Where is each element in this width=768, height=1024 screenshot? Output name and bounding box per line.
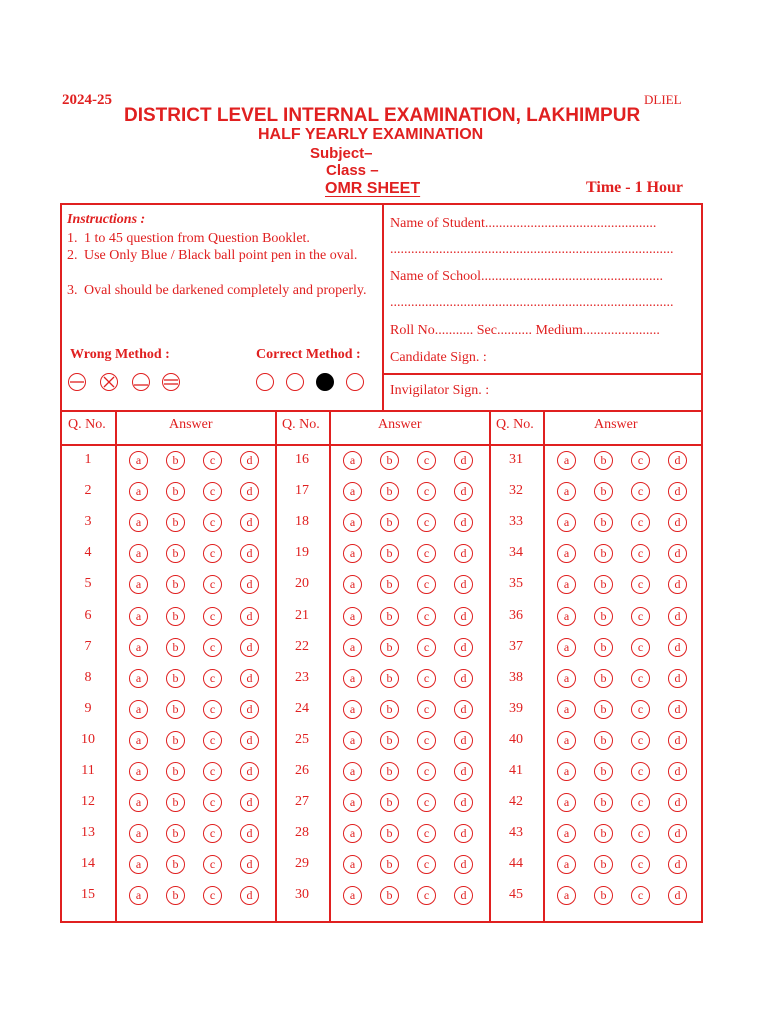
answer-bubble-a[interactable]: a (129, 638, 148, 657)
instruction-text: 1 to 45 question from Question Booklet. (84, 231, 310, 246)
question-number: 23 (295, 669, 309, 685)
answer-bubble-c[interactable]: c (631, 482, 650, 501)
answer-bubble-d[interactable]: d (454, 700, 473, 719)
question-number: 42 (509, 794, 523, 810)
answer-bubble-a[interactable]: a (343, 824, 362, 843)
wrong-mark-dash-icon (68, 373, 86, 391)
answer-bubble-d[interactable]: d (240, 855, 259, 874)
answer-bubble-b[interactable]: b (166, 824, 185, 843)
answer-bubble-b[interactable]: b (166, 575, 185, 594)
answer-bubble-c[interactable]: c (417, 886, 436, 905)
answer-bubble-b[interactable]: b (594, 638, 613, 657)
answer-bubble-b[interactable]: b (380, 513, 399, 532)
answer-bubble-b[interactable]: b (594, 700, 613, 719)
correct-method-label: Correct Method : (256, 347, 361, 362)
answer-bubble-a[interactable]: a (129, 700, 148, 719)
answer-bubble-a[interactable]: a (343, 638, 362, 657)
answer-bubble-b[interactable]: b (166, 731, 185, 750)
question-number: 21 (295, 607, 309, 623)
answer-bubble-d[interactable]: d (240, 544, 259, 563)
question-number: 9 (84, 700, 92, 716)
answer-bubble-a[interactable]: a (557, 638, 576, 657)
answer-bubble-b[interactable]: b (380, 451, 399, 470)
answer-bubble-a[interactable]: a (129, 575, 148, 594)
answer-bubble-d[interactable]: d (240, 824, 259, 843)
wrong-mark-double-line-icon (162, 373, 180, 391)
answer-bubble-c[interactable]: c (631, 669, 650, 688)
question-number: 12 (81, 794, 95, 810)
answer-bubble-a[interactable]: a (557, 482, 576, 501)
answer-bubble-d[interactable]: d (454, 544, 473, 563)
question-number: 15 (81, 887, 95, 903)
question-number: 10 (81, 731, 95, 747)
answer-bubble-a[interactable]: a (129, 793, 148, 812)
divider (382, 373, 703, 375)
instructions-heading: Instructions : (67, 212, 146, 227)
subject-label: Subject– (310, 145, 373, 162)
exam-title: DISTRICT LEVEL INTERNAL EXAMINATION, LAKHIMPUR (124, 105, 641, 126)
answer-bubble-c[interactable]: c (417, 762, 436, 781)
answer-bubble-c[interactable]: c (203, 638, 222, 657)
answer-bubble-d[interactable]: d (454, 731, 473, 750)
time-label: Time - 1 Hour (586, 179, 684, 196)
answer-bubble-c[interactable]: c (203, 731, 222, 750)
answer-bubble-b[interactable]: b (166, 638, 185, 657)
answer-bubble-a[interactable]: a (343, 544, 362, 563)
answer-bubble-b[interactable]: b (594, 575, 613, 594)
answer-bubble-c[interactable]: c (417, 700, 436, 719)
answer-bubble-d[interactable]: d (240, 700, 259, 719)
divider (382, 205, 384, 410)
answer-bubble-c[interactable]: c (417, 451, 436, 470)
answer-bubble-c[interactable]: c (631, 544, 650, 563)
answer-bubble-c[interactable]: c (203, 451, 222, 470)
answer-bubble-c[interactable]: c (417, 793, 436, 812)
column-divider (543, 410, 545, 923)
question-number: 4 (84, 545, 92, 561)
answer-bubble-b[interactable]: b (594, 855, 613, 874)
answer-bubble-b[interactable]: b (380, 824, 399, 843)
answer-bubble-d[interactable]: d (668, 638, 687, 657)
question-number: 22 (295, 638, 309, 654)
question-number: 5 (84, 576, 92, 592)
answer-bubble-b[interactable]: b (166, 513, 185, 532)
answer-bubble-a[interactable]: a (129, 762, 148, 781)
column-divider (489, 410, 491, 923)
qno-header: Q. No. (68, 417, 106, 432)
answer-bubble-c[interactable]: c (203, 824, 222, 843)
question-number: 35 (509, 576, 523, 592)
answer-bubble-d[interactable]: d (240, 575, 259, 594)
answer-bubble-d[interactable]: d (668, 793, 687, 812)
answer-bubble-a[interactable]: a (129, 855, 148, 874)
school-name-field[interactable]: Name of School.................................................... (390, 269, 663, 284)
question-number: 13 (81, 825, 95, 841)
answer-bubble-b[interactable]: b (380, 762, 399, 781)
answer-bubble-c[interactable]: c (203, 762, 222, 781)
question-number: 36 (509, 607, 523, 623)
answer-bubble-b[interactable]: b (166, 607, 185, 626)
answer-bubble-d[interactable]: d (668, 451, 687, 470)
divider (62, 444, 701, 446)
answer-bubble-d[interactable]: d (454, 669, 473, 688)
answer-bubble-b[interactable]: b (166, 544, 185, 563)
answer-bubble-d[interactable]: d (668, 482, 687, 501)
answer-bubble-c[interactable]: c (417, 544, 436, 563)
answer-bubble-d[interactable]: d (668, 731, 687, 750)
answer-bubble-a[interactable]: a (343, 731, 362, 750)
answer-bubble-b[interactable]: b (380, 638, 399, 657)
student-name-field[interactable]: Name of Student................................................. (390, 216, 657, 231)
answer-bubble-d[interactable]: d (240, 886, 259, 905)
answer-bubble-c[interactable]: c (631, 731, 650, 750)
answer-bubble-d[interactable]: d (240, 607, 259, 626)
answer-header: Answer (378, 417, 422, 432)
exam-code: DLIEL (644, 92, 682, 107)
answer-bubble-b[interactable]: b (594, 731, 613, 750)
answer-bubble-d[interactable]: d (668, 544, 687, 563)
question-number: 34 (509, 545, 523, 561)
column-divider (275, 410, 277, 923)
answer-bubble-b[interactable]: b (380, 700, 399, 719)
answer-bubble-c[interactable]: c (203, 575, 222, 594)
question-number: 45 (509, 887, 523, 903)
answer-bubble-a[interactable]: a (343, 762, 362, 781)
answer-bubble-a[interactable]: a (557, 762, 576, 781)
sheet-title: OMR SHEET (325, 180, 421, 197)
instruction-number: 3. (67, 283, 78, 298)
answer-bubble-d[interactable]: d (240, 451, 259, 470)
answer-bubble-a[interactable]: a (129, 886, 148, 905)
answer-bubble-b[interactable]: b (594, 886, 613, 905)
instruction-text: Oval should be darkened completely and properly. (84, 283, 367, 298)
answer-bubble-c[interactable]: c (631, 575, 650, 594)
question-number: 33 (509, 514, 523, 530)
instruction-number: 2. (67, 248, 78, 263)
question-number: 32 (509, 483, 523, 499)
answer-bubble-b[interactable]: b (594, 824, 613, 843)
answer-bubble-c[interactable]: c (631, 886, 650, 905)
answer-bubble-d[interactable]: d (668, 824, 687, 843)
answer-bubble-b[interactable]: b (594, 607, 613, 626)
question-number: 16 (295, 452, 309, 467)
answer-bubble-d[interactable]: d (668, 607, 687, 626)
answer-bubble-c[interactable]: c (631, 638, 650, 657)
answer-bubble-c[interactable]: c (631, 451, 650, 470)
question-number: 30 (295, 887, 309, 903)
answer-bubble-a[interactable]: a (343, 607, 362, 626)
answer-bubble-a[interactable]: a (129, 513, 148, 532)
exam-subtitle: HALF YEARLY EXAMINATION (258, 126, 484, 143)
answer-bubble-c[interactable]: c (631, 513, 650, 532)
question-number: 1 (84, 452, 92, 467)
class-label: Class – (326, 162, 379, 179)
answer-bubble-d[interactable]: d (454, 793, 473, 812)
answer-bubble-d[interactable]: d (454, 482, 473, 501)
wrong-mark-underline-icon (132, 373, 150, 391)
answer-bubble-b[interactable]: b (166, 855, 185, 874)
instruction-item (67, 230, 372, 247)
answer-bubble-b[interactable]: b (380, 575, 399, 594)
question-number: 43 (509, 825, 523, 841)
answer-header: Answer (594, 417, 638, 432)
divider (62, 410, 701, 412)
answer-bubble-b[interactable]: b (380, 544, 399, 563)
question-number: 41 (509, 763, 523, 778)
candidate-signature-field[interactable]: Candidate Sign. : (390, 350, 487, 365)
answer-bubble-a[interactable]: a (557, 855, 576, 874)
question-number: 31 (509, 452, 523, 467)
answer-bubble-a[interactable]: a (129, 607, 148, 626)
answer-bubble-d[interactable]: d (454, 451, 473, 470)
answer-bubble-d[interactable]: d (240, 513, 259, 532)
answer-bubble-c[interactable]: c (203, 482, 222, 501)
school-name-field-line[interactable]: ................................................................................. (390, 295, 674, 310)
answer-bubble-b[interactable]: b (380, 886, 399, 905)
answer-bubble-d[interactable]: d (454, 886, 473, 905)
answer-bubble-d[interactable]: d (668, 855, 687, 874)
answer-bubble-c[interactable]: c (203, 513, 222, 532)
question-number: 20 (295, 576, 309, 592)
answer-bubble-b[interactable]: b (166, 762, 185, 781)
answer-bubble-b[interactable]: b (594, 451, 613, 470)
wrong-method-label: Wrong Method : (70, 347, 170, 362)
answer-bubble-d[interactable]: d (668, 669, 687, 688)
question-number: 2 (84, 483, 92, 499)
answer-bubble-a[interactable]: a (557, 824, 576, 843)
question-number: 8 (84, 669, 92, 685)
answer-bubble-a[interactable]: a (557, 544, 576, 563)
question-number: 37 (509, 638, 523, 654)
question-number: 11 (81, 763, 95, 778)
answer-bubble-c[interactable]: c (631, 700, 650, 719)
answer-bubble-b[interactable]: b (594, 544, 613, 563)
answer-bubble-b[interactable]: b (166, 700, 185, 719)
instruction-item (67, 247, 372, 264)
answer-bubble-a[interactable]: a (557, 669, 576, 688)
answer-bubble-b[interactable]: b (380, 793, 399, 812)
answer-bubble-b[interactable]: b (380, 669, 399, 688)
answer-bubble-c[interactable]: c (417, 638, 436, 657)
question-number: 14 (81, 856, 95, 872)
answer-bubble-b[interactable]: b (594, 762, 613, 781)
answer-bubble-d[interactable]: d (668, 575, 687, 594)
answer-bubble-d[interactable]: d (454, 855, 473, 874)
question-number: 28 (295, 825, 309, 841)
answer-bubble-c[interactable]: c (417, 824, 436, 843)
answer-bubble-c[interactable]: c (631, 793, 650, 812)
question-number: 18 (295, 514, 309, 530)
answer-bubble-a[interactable]: a (129, 824, 148, 843)
answer-bubble-a[interactable]: a (557, 607, 576, 626)
answer-bubble-d[interactable]: d (454, 638, 473, 657)
answer-bubble-a[interactable]: a (343, 451, 362, 470)
student-name-field-line[interactable]: ................................................................................. (390, 242, 674, 257)
question-number: 26 (295, 763, 309, 778)
answer-bubble-b[interactable]: b (594, 793, 613, 812)
answer-bubble-c[interactable]: c (417, 513, 436, 532)
answer-bubble-b[interactable]: b (166, 793, 185, 812)
question-number: 3 (84, 514, 92, 530)
answer-bubble-a[interactable]: a (557, 793, 576, 812)
answer-bubble-d[interactable]: d (454, 762, 473, 781)
answer-bubble-a[interactable]: a (557, 575, 576, 594)
question-number: 7 (84, 638, 92, 654)
answer-bubble-c[interactable]: c (203, 700, 222, 719)
answer-bubble-a[interactable]: a (129, 451, 148, 470)
answer-bubble-a[interactable]: a (557, 451, 576, 470)
answer-bubble-c[interactable]: c (203, 607, 222, 626)
answer-bubble-b[interactable]: b (166, 669, 185, 688)
question-number: 27 (295, 794, 309, 810)
instruction-text: Use Only Blue / Black ball point pen in the oval. (84, 248, 358, 263)
answer-bubble-d[interactable]: d (454, 607, 473, 626)
answer-bubble-c[interactable]: c (631, 824, 650, 843)
roll-sec-medium-field[interactable]: Roll No........... Sec.......... Medium...................... (390, 323, 660, 338)
answer-bubble-a[interactable]: a (557, 513, 576, 532)
answer-bubble-c[interactable]: c (417, 575, 436, 594)
answer-bubble-a[interactable]: a (343, 855, 362, 874)
answer-bubble-c[interactable]: c (203, 669, 222, 688)
answer-bubble-d[interactable]: d (240, 638, 259, 657)
answer-bubble-d[interactable]: d (668, 513, 687, 532)
answer-bubble-d[interactable]: d (240, 669, 259, 688)
answer-bubble-d[interactable]: d (454, 513, 473, 532)
answer-bubble-b[interactable]: b (166, 451, 185, 470)
answer-bubble-a[interactable]: a (343, 886, 362, 905)
answer-bubble-c[interactable]: c (631, 607, 650, 626)
answer-bubble-c[interactable]: c (203, 793, 222, 812)
invigilator-signature-field[interactable]: Invigilator Sign. : (390, 383, 490, 398)
answer-bubble-c[interactable]: c (203, 855, 222, 874)
column-divider (329, 410, 331, 923)
answer-bubble-d[interactable]: d (454, 824, 473, 843)
answer-bubble-d[interactable]: d (240, 482, 259, 501)
answer-bubble-c[interactable]: c (417, 731, 436, 750)
answer-bubble-d[interactable]: d (240, 762, 259, 781)
answer-bubble-a[interactable]: a (343, 575, 362, 594)
answer-bubble-b[interactable]: b (380, 482, 399, 501)
answer-bubble-c[interactable]: c (417, 482, 436, 501)
answer-bubble-d[interactable]: d (240, 793, 259, 812)
answer-bubble-a[interactable]: a (343, 793, 362, 812)
answer-header: Answer (169, 417, 213, 432)
question-number: 6 (84, 607, 92, 623)
wrong-mark-cross-icon (100, 373, 118, 391)
answer-bubble-b[interactable]: b (594, 482, 613, 501)
answer-bubble-c[interactable]: c (203, 544, 222, 563)
instruction-number: 1. (67, 231, 78, 246)
answer-bubble-a[interactable]: a (129, 731, 148, 750)
answer-bubble-d[interactable]: d (668, 886, 687, 905)
answer-bubble-a[interactable]: a (557, 886, 576, 905)
answer-bubble-d[interactable]: d (240, 731, 259, 750)
column-divider (115, 410, 117, 923)
question-number: 19 (295, 545, 309, 561)
question-number: 38 (509, 669, 523, 685)
answer-bubble-b[interactable]: b (166, 886, 185, 905)
answer-bubble-b[interactable]: b (166, 482, 185, 501)
empty-oval-icon (256, 373, 274, 391)
answer-bubble-c[interactable]: c (203, 886, 222, 905)
instruction-item (67, 282, 372, 299)
empty-oval-icon (286, 373, 304, 391)
empty-oval-icon (346, 373, 364, 391)
answer-bubble-a[interactable]: a (129, 482, 148, 501)
answer-bubble-b[interactable]: b (380, 731, 399, 750)
answer-bubble-b[interactable]: b (594, 513, 613, 532)
answer-bubble-a[interactable]: a (343, 700, 362, 719)
question-number: 17 (295, 483, 309, 499)
question-number: 44 (509, 856, 523, 872)
omr-sheet (60, 203, 703, 923)
academic-year: 2024-25 (62, 92, 112, 108)
qno-header: Q. No. (496, 417, 534, 432)
answer-bubble-a[interactable]: a (557, 731, 576, 750)
filled-oval-icon (316, 373, 334, 391)
answer-bubble-b[interactable]: b (380, 855, 399, 874)
question-number: 40 (509, 731, 523, 747)
answer-bubble-c[interactable]: c (631, 762, 650, 781)
answer-bubble-c[interactable]: c (417, 669, 436, 688)
qno-header: Q. No. (282, 417, 320, 432)
question-number: 29 (295, 856, 309, 872)
question-number: 24 (295, 700, 309, 716)
answer-bubble-a[interactable]: a (129, 544, 148, 563)
answer-bubble-c[interactable]: c (417, 855, 436, 874)
answer-bubble-a[interactable]: a (343, 669, 362, 688)
question-number: 39 (509, 700, 523, 716)
answer-bubble-b[interactable]: b (594, 669, 613, 688)
answer-bubble-a[interactable]: a (557, 700, 576, 719)
question-number: 25 (295, 731, 309, 747)
answer-bubble-c[interactable]: c (631, 855, 650, 874)
answer-bubble-a[interactable]: a (343, 482, 362, 501)
answer-bubble-d[interactable]: d (454, 575, 473, 594)
answer-bubble-a[interactable]: a (343, 513, 362, 532)
answer-bubble-d[interactable]: d (668, 762, 687, 781)
answer-bubble-b[interactable]: b (380, 607, 399, 626)
answer-bubble-c[interactable]: c (417, 607, 436, 626)
answer-bubble-d[interactable]: d (668, 700, 687, 719)
answer-bubble-a[interactable]: a (129, 669, 148, 688)
